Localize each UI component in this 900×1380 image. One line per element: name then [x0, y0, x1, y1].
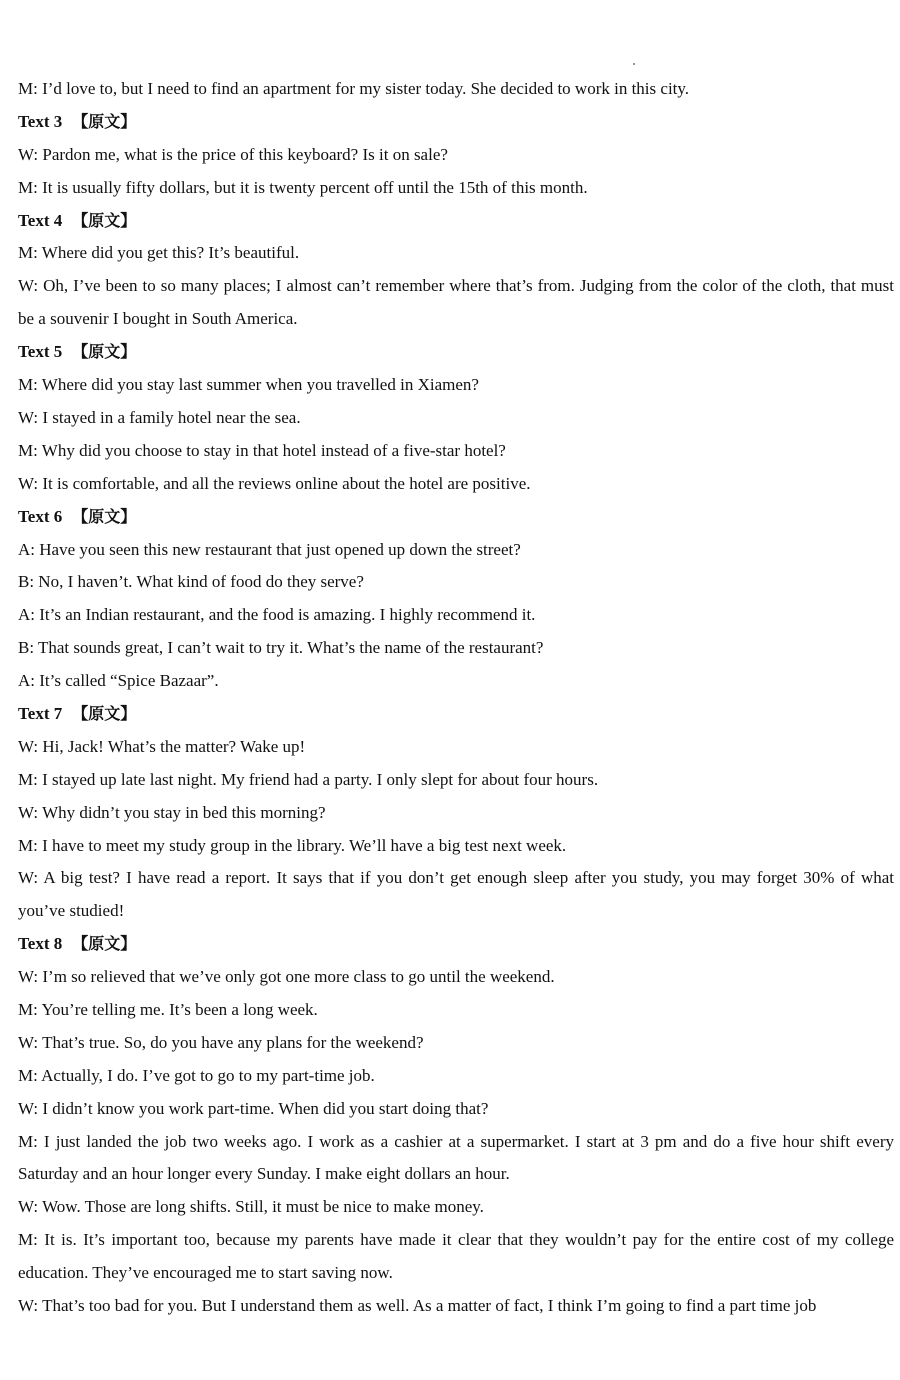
section-title: Text 8 — [18, 934, 63, 954]
dialogue-line: B: That sounds great, I can’t wait to try it. What’s the name of the restaurant? — [18, 638, 544, 658]
section-heading — [18, 106, 894, 139]
original-text-tag: 【原文】 — [72, 111, 137, 131]
scan-speck — [633, 63, 635, 65]
original-text-tag: 【原文】 — [72, 703, 137, 723]
section-title: Text 5 — [18, 342, 63, 362]
original-text-tag: 【原文】 — [72, 934, 137, 954]
dialogue-line: A: It’s an Indian restaurant, and the food is amazing. I highly recommend it. — [18, 605, 536, 625]
dialogue-line: W: Pardon me, what is the price of this keyboard? Is it on sale? — [18, 144, 448, 164]
dialogue-line: W: Oh, I’ve been to so many places; I almost can’t remember where that’s from. Judging from the color of the cloth, that must be a souvenir I bought in South America. — [18, 276, 894, 329]
dialogue-line: M: It is. It’s important too, because my parents have made it clear that they wouldn’t pay for the entire cost of my college education. They’ve encouraged me to start saving now. — [18, 1230, 894, 1283]
original-text-tag: 【原文】 — [72, 342, 137, 362]
section-heading — [18, 501, 894, 534]
dialogue-line: M: Why did you choose to stay in that hotel instead of a five-star hotel? — [18, 440, 506, 460]
dialogue-line: W: Why didn’t you stay in bed this morning? — [18, 802, 326, 822]
dialogue-line: M: I have to meet my study group in the library. We’ll have a big test next week. — [18, 835, 567, 855]
section-heading — [18, 205, 894, 238]
original-text-tag: 【原文】 — [72, 210, 137, 230]
dialogue-line: M: Where did you get this? It’s beautiful. — [18, 243, 300, 263]
dialogue-line: A: Have you seen this new restaurant that just opened up down the street? — [18, 539, 521, 559]
dialogue-line: W: That’s true. So, do you have any plans for the weekend? — [18, 1032, 424, 1052]
section-title: Text 7 — [18, 703, 63, 723]
original-text-tag: 【原文】 — [72, 506, 137, 526]
dialogue-line: M: I stayed up late last night. My friend had a party. I only slept for about four hours. — [18, 769, 599, 789]
dialogue-line: W: It is comfortable, and all the reviews online about the hotel are positive. — [18, 473, 531, 493]
section-title: Text 6 — [18, 506, 63, 526]
transcript-page — [18, 73, 894, 1323]
section-heading — [18, 698, 894, 731]
dialogue-line: M: I just landed the job two weeks ago. I work as a cashier at a supermarket. I start at 3 pm and do a five hour shift every Saturday and an hour longer every Sunday. I make eight dollars an hour. — [18, 1131, 894, 1184]
dialogue-line: W: I didn’t know you work part-time. When did you start doing that? — [18, 1098, 489, 1118]
section-title: Text 4 — [18, 210, 63, 230]
dialogue-line: M: It is usually fifty dollars, but it is twenty percent off until the 15th of this month. — [18, 177, 588, 197]
dialogue-line: W: I stayed in a family hotel near the sea. — [18, 407, 301, 427]
dialogue-line: M: Where did you stay last summer when you travelled in Xiamen? — [18, 375, 479, 395]
section-title: Text 3 — [18, 111, 63, 131]
dialogue-line: W: A big test? I have read a report. It says that if you don’t get enough sleep after you study, you may forget 30% of what you’ve studied! — [18, 868, 894, 921]
dialogue-line: W: Wow. Those are long shifts. Still, it must be nice to make money. — [18, 1197, 484, 1217]
dialogue-line: B: No, I haven’t. What kind of food do they serve? — [18, 572, 364, 592]
dialogue-line: A: It’s called “Spice Bazaar”. — [18, 671, 219, 691]
dialogue-line: W: Hi, Jack! What’s the matter? Wake up! — [18, 736, 306, 756]
dialogue-line: M: I’d love to, but I need to find an apartment for my sister today. She decided to work in this city. — [18, 79, 690, 98]
section-heading — [18, 928, 894, 961]
dialogue-line: W: I’m so relieved that we’ve only got one more class to go until the weekend. — [18, 967, 555, 987]
section-heading — [18, 336, 894, 369]
dialogue-line: M: You’re telling me. It’s been a long week. — [18, 1000, 318, 1019]
dialogue-line: M: Actually, I do. I’ve got to go to my part-time job. — [18, 1065, 375, 1085]
dialogue-line: W: That’s too bad for you. But I understand them as well. As a matter of fact, I think I’m going to find a part time job — [18, 1296, 817, 1316]
